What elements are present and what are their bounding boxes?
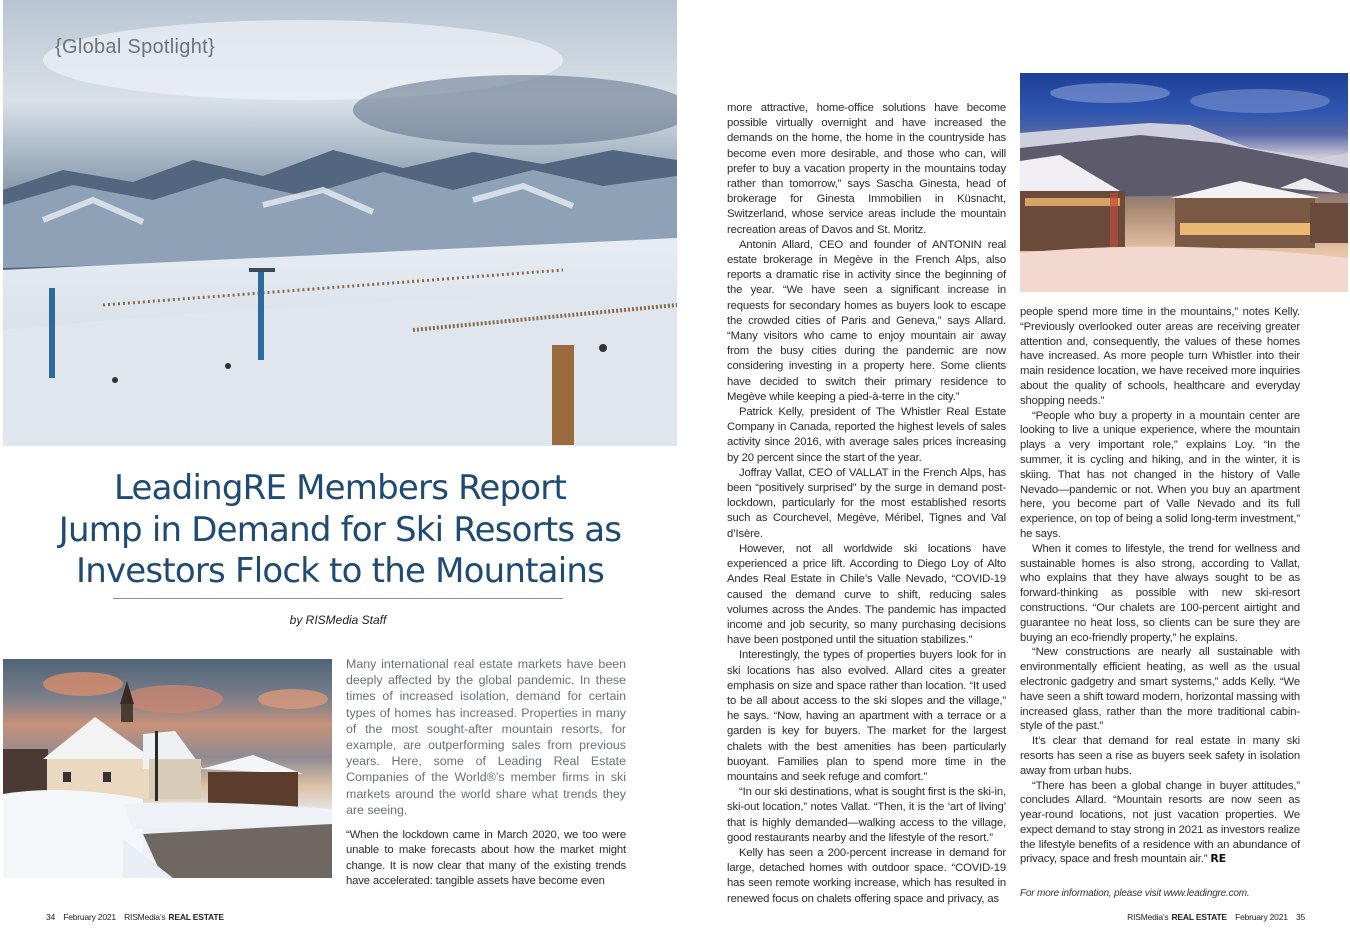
body-paragraph: “In our ski destinations, what is sought first is the ski-in, ski-out location,” notes Vallat. “Then, it is the ‘art of living’ that is highly demanded—walking access to the village, good restaurants nearby and the lifestyle of the resort.” [727, 786, 1006, 844]
issue-date: February 2021 [1235, 912, 1288, 922]
body-column-2 [727, 101, 1006, 907]
page-number: 35 [1295, 912, 1305, 922]
section-label: {Global Spotlight} [55, 36, 215, 58]
article-headline [30, 468, 650, 593]
publication-name: REAL ESTATE [168, 912, 224, 922]
publication-name: REAL ESTATE [1171, 912, 1227, 922]
headline-line: Investors Flock to the Mountains [75, 551, 604, 591]
body-paragraph: However, not all worldwide ski locations have experienced a price lift. According to Diego Loy of Alto Andes Real Estate in Chile’s Valle Nevado, “COVID-19 caused the demand curve to shift, reducing sales volumes across the Andes. The pandemic has impacted income and job security, so many purchasing decisions have been postponed until the situation stabilizes.” [727, 542, 1006, 647]
ski-slope-illustration [3, 0, 677, 446]
left-page-text [346, 656, 626, 890]
body-column-1 [346, 828, 626, 890]
closing-quote: “There has been a global change in buyer attitudes,” concludes Allard. “Mountain resorts are now seen as year-round locations, not just vacation properties. We expect demand to stay strong in 2021 as investors realize the lifestyle benefits of a residence with an abundance of privacy, space and fresh mountain air.” [1020, 779, 1300, 866]
folio-left [46, 912, 224, 923]
more-info-link[interactable]: For more information, please visit www.leadingre.com. [1020, 888, 1250, 900]
byline: by RISMedia Staff [289, 613, 387, 627]
body-paragraph: Patrick Kelly, president of The Whistler Real Estate Company in Canada, reported the highest levels of sales activity since 2016, with average sales prices increasing by 20 percent since the start of the year. [727, 406, 1006, 464]
body-paragraph: It’s clear that demand for real estate in many ski resorts has seen a rise as buyers seek safety in isolation away from urban hubs. [1020, 735, 1300, 777]
body-paragraph: When it comes to lifestyle, the trend for wellness and sustainable homes is also strong, according to Vallat, who explains that they have always sought to be as forward-thinking as possible with new ski-resort constructions. “Our chalets are 100-percent airtight and guarantee no heat loss, so clients can be sure they are buying an eco-friendly property,” he explains. [1020, 542, 1300, 644]
body-paragraph: “People who buy a property in a mountain center are looking to live a unique experience, where the mountain plays a very important role,” explains Loy. “In the summer, it is cycling and hiking, and in the winter, it is skiing. That has not changed in the history of Valle Nevado—pandemic or not. When you buy an apartment here, you become part of Valle Nevado and its full experience, on top of being a solid long-term investment,” he says. [1020, 409, 1300, 540]
article-intro: Many international real estate markets have been deeply affected by the global pandemic. In these times of increased isolation, demand for certain types of homes has increased. Properties in many of the most sought-after mountain resorts, for example, are outperforming sales from previous years. Here, some of Leading Real Estate Companies of the World®’s member firms in ski markets around the world share what trends they are seeing. [346, 657, 626, 817]
body-paragraph: “When the lockdown came in March 2020, we too were unable to make forecasts about how the market might change. It is now clear that many of the existing trends have accelerated: tangible assets have become even [346, 829, 626, 888]
headline-divider [113, 598, 563, 599]
chalet-illustration [3, 659, 332, 878]
folio-right [1127, 912, 1305, 923]
body-paragraph: Kelly has seen a 200-percent increase in demand for large, detached homes with outdoor space. “COVID-19 has seen remote working increase, which has resulted in renewed focus on chalets offering space and privacy, as [727, 846, 1006, 905]
body-paragraph: Interestingly, the types of properties buyers look for in ski locations has also evolved. Allard cites a greater emphasis on size and space rather than location. “It used to be all about access to the ski slopes and the village,” he says. “Now, having an apartment with a terrace or a garden is key for buyers. The market for the largest chalets with the best amenities has been particularly buoyant. Families plan to spend more time in the mountains and seek refuge and comfort.” [727, 649, 1006, 783]
headline-line: LeadingRE Members Report [113, 468, 567, 508]
headline-line: Jump in Demand for Ski Resorts as [58, 509, 622, 550]
body-paragraph: Joffray Vallat, CEO of VALLAT in the French Alps, has been “positively surprised” by the surge in demand post-lockdown, particularly for the most established resorts such as Courchevel, Megève, Méribel, Tignes and Val d’Isère. [727, 466, 1006, 540]
photo-alpine-chalet [3, 659, 332, 878]
body-paragraph: more attractive, home-office solutions have become possible virtually overnight and have increased the demands on the home, the home in the countryside has become even more desirable, and those who can, will prefer to buy a vacation property in the mountains today rather than tomorrow,” says Sascha Ginesta, head of brokerage for Ginesta Immobilien in Küsnacht, Switzerland, whose service areas include the mountain recreation areas of Davos and St. Moritz. [727, 102, 1006, 236]
page-number: 34 [46, 912, 56, 922]
body-paragraph: Antonin Allard, CEO and founder of ANTONIN real estate brokerage in Megève in the French Alps, also reports a dramatic rise in activity since the beginning of the year. “We have seen a significant increase in requests for secondary homes as buyers look to escape the crowded cities of Paris and Geneva,” says Allard. “Many visitors who came to enjoy mountain air away from the busy cities during the pandemic are now considering investing in a property here. Some clients have decided to switch their primary residence to Megève while keeping a pied-à-terre in the city.” [727, 238, 1006, 403]
publication-prefix: RISMedia’s [1127, 912, 1169, 922]
publication-prefix: RISMedia’s [124, 912, 166, 922]
village-illustration [1020, 73, 1348, 292]
body-column-3 [1020, 305, 1300, 902]
issue-date: February 2021 [63, 912, 116, 922]
body-paragraph [1020, 779, 1300, 868]
body-paragraph: “New constructions are nearly all sustainable with environmentally efficient heating, as well as the usual electronic gadgetry and smart systems,” adds Kelly. “We have seen a shift toward modern, horizontal massing with increased glass, rather than the more traditional cabin-style of the past.” [1020, 646, 1300, 733]
photo-whistler-village [1020, 73, 1348, 292]
body-paragraph: people spend more time in the mountains,” notes Kelly. “Previously overlooked outer areas are receiving greater attention and, consequently, the values of these homes have increased. As more people turn Whistler into their main residence location, we have received more inquiries about the quality of schools, healthcare and everyday shopping needs.” [1020, 306, 1300, 407]
hero-photo-ski-slopes [3, 0, 677, 446]
signoff-mark: RE [1210, 852, 1227, 866]
